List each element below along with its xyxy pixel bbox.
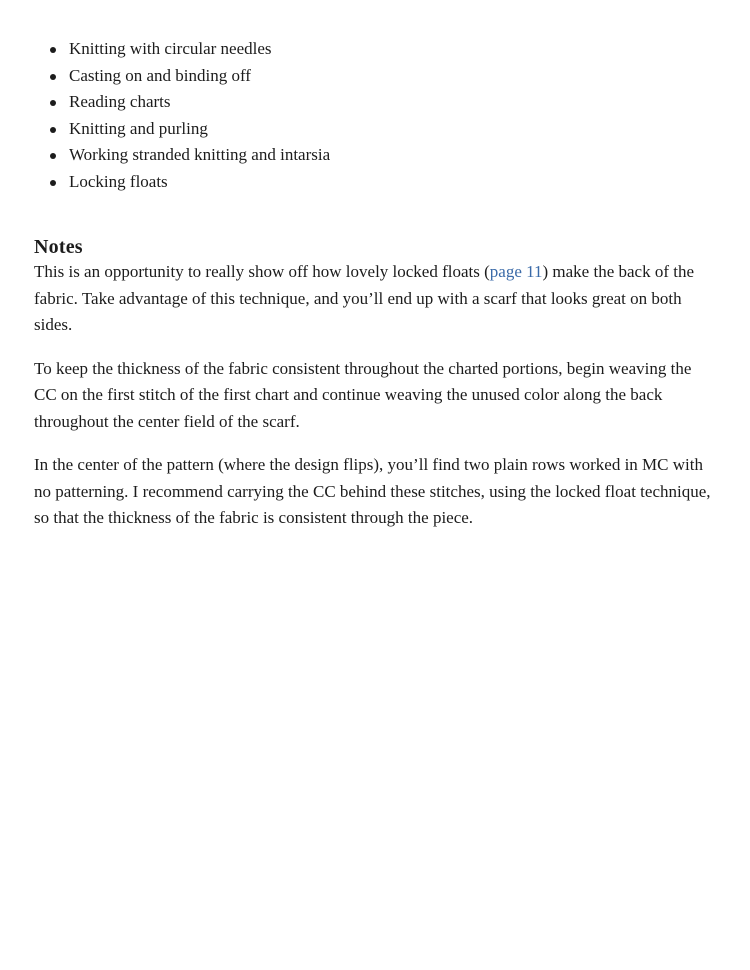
paragraph-text: This is an opportunity to really show off how lovely locked floats (: [34, 262, 490, 281]
document-page: [34, 36, 714, 532]
bullet-icon: [50, 47, 56, 53]
page-reference-link[interactable]: page 11: [489, 262, 543, 281]
bullet-icon: [50, 74, 56, 80]
bullet-icon: [50, 180, 56, 186]
list-item: [34, 89, 714, 116]
notes-paragraph-1: [34, 259, 714, 339]
paragraph-text: ) make the back of the fabric. Take advantage of this technique, and you’ll end up with a scarf that looks great on both sides.: [34, 262, 695, 334]
list-item-text: Reading charts: [69, 92, 171, 111]
notes-paragraph-3: In the center of the pattern (where the design flips), you’ll find two plain rows worked in MC with no patterning. I recommend carrying the CC behind these stitches, using the locked float technique, so that the thickness of the fabric is consistent through the piece.: [34, 455, 711, 527]
list-item-text: Knitting and purling: [69, 118, 208, 138]
skills-list: [34, 36, 714, 195]
list-item: [34, 116, 714, 143]
list-item-text: Knitting with circular needles: [69, 39, 272, 58]
notes-heading: Notes: [34, 236, 83, 258]
list-item: [34, 169, 714, 196]
list-item: [34, 36, 714, 63]
list-item: [34, 63, 714, 90]
bullet-icon: [50, 127, 56, 133]
list-item-text: Casting on and binding off: [69, 65, 251, 85]
bullet-icon: [50, 100, 56, 106]
bullet-icon: [50, 153, 56, 159]
list-item-text: Working stranded knitting and intarsia: [69, 145, 331, 164]
list-item: [34, 142, 714, 169]
list-item-text: Locking floats: [69, 171, 168, 191]
notes-paragraph-2: To keep the thickness of the fabric consistent throughout the charted portions, begin weaving the CC on the first stitch of the first chart and continue weaving the unused color along the back throughout the center field of the scarf.: [34, 358, 692, 431]
